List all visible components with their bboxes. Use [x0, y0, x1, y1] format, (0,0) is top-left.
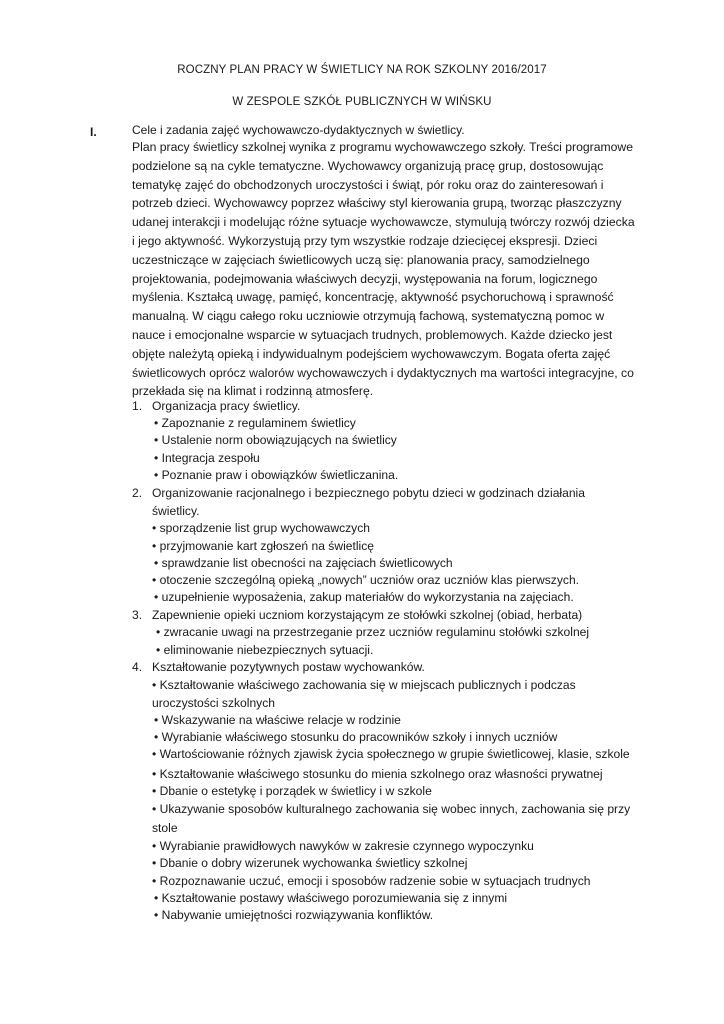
paragraph-line: udanej interakcji i modelując różne sytuacje wychowawcze, stymulują twórczy rozwój dziecka: [132, 215, 635, 230]
bullet-item: • przyjmowanie kart zgłoszeń na świetlicę: [152, 539, 375, 553]
paragraph-line: myślenia. Kształcą uwagę, pamięć, koncentrację, aktywność psychoruchową i sprawność: [132, 290, 614, 305]
bullet-item: • Poznanie praw i obowiązków świetliczanina.: [154, 468, 399, 482]
section-number: I.: [90, 125, 97, 139]
list-item-title-continued: świetlicy.: [152, 504, 200, 518]
list-item-number: 2.: [132, 486, 143, 500]
bullet-item: • Wartościowanie różnych zjawisk życia społecznego w grupie świetlicowej, klasie, szkole: [152, 747, 630, 761]
bullet-item-continued: stole: [152, 821, 178, 835]
bullet-item: • Wyrabianie właściwego stosunku do pracowników szkoły i innych uczniów: [154, 730, 558, 744]
list-item-number: 3.: [132, 608, 143, 622]
list-item-title: Zapewnienie opieki uczniom korzystającym ze stołówki szkolnej (obiad, herbata): [152, 608, 583, 622]
paragraph-line: objęte należytą opieką i indywidualnym podejściem wychowawczym. Bogata oferta zajęć: [132, 346, 611, 361]
paragraph-line: podzielone są na cykle tematyczne. Wychowawcy organizują pracę grup, dostosowując: [132, 158, 604, 173]
bullet-item: • Dbanie o dobry wizerunek wychowanka świetlicy szkolnej: [152, 856, 468, 870]
paragraph-line: przekłada się na klimat i rodzinną atmosferę.: [132, 384, 374, 399]
bullet-item: • Kształtowanie właściwego zachowania się w miejscach publicznych i podczas: [152, 678, 576, 692]
bullet-item: • Wskazywanie na właściwe relacje w rodzinie: [154, 713, 401, 727]
document-subtitle: W ZESPOLE SZKÓŁ PUBLICZNYCH W WIŃSKU: [232, 96, 492, 108]
paragraph-line: potrzeb dzieci. Wychowawcy poprzez właściwy styl kierowania grupą, tworząc płaszczyzny: [132, 196, 622, 211]
list-item-number: 4.: [132, 660, 143, 674]
bullet-item: • zwracanie uwagi na przestrzeganie przez uczniów regulaminu stołówki szkolnej: [156, 625, 590, 639]
list-item-title: Kształtowanie pozytywnych postaw wychowanków.: [152, 660, 425, 674]
paragraph-line: i jego aktywność. Wykorzystują przy tym wszystkie rodzaje dziecięcej ekspresji. Dzieci: [132, 233, 598, 248]
bullet-item: • Ustalenie norm obowiązujących na świetlicy: [154, 433, 397, 447]
list-item-title: Organizacja pracy świetlicy.: [152, 399, 301, 413]
bullet-item: • Ukazywanie sposobów kulturalnego zachowania się wobec innych, zachowania się przy: [152, 802, 631, 816]
bullet-item: • Nabywanie umiejętności rozwiązywania konfliktów.: [154, 908, 434, 922]
bullet-item: • Kształtowanie postawy właściwego porozumiewania się z innymi: [154, 891, 508, 905]
bullet-item: • otoczenie szczególną opieką „nowych” uczniów oraz uczniów klas pierwszych.: [152, 573, 580, 587]
section-heading: Cele i zadania zajęć wychowawczo-dydaktycznych w świetlicy.: [132, 123, 465, 137]
bullet-item: • sporządzenie list grup wychowawczych: [152, 521, 370, 535]
bullet-item: • Zapoznanie z regulaminem świetlicy: [154, 416, 356, 430]
bullet-item: • uzupełnienie wyposażenia, zakup materiałów do wykorzystania na zajęciach.: [154, 590, 574, 604]
bullet-item: • sprawdzanie list obecności na zajęciach świetlicowych: [154, 556, 453, 570]
bullet-item: • eliminowanie niebezpiecznych sytuacji.: [156, 643, 374, 657]
paragraph-line: nauce i emocjonalne wsparcie w sytuacjach trudnych, problemowych. Każde dziecko jest: [132, 327, 613, 342]
list-item-title: Organizowanie racjonalnego i bezpiecznego pobytu dzieci w godzinach działania: [152, 486, 585, 500]
bullet-item: • Dbanie o estetykę i porządek w świetlicy i w szkole: [152, 784, 432, 798]
paragraph-line: uczestniczące w zajęciach świetlicowych uczą się: planowania pracy, samodzielnego: [132, 252, 590, 267]
paragraph-line: projektowania, podejmowania właściwych decyzji, występowania na forum, logicznego: [132, 271, 598, 286]
paragraph-line: manualną. W ciągu całego roku uczniowie otrzymują fachową, systematyczną pomoc w: [132, 309, 605, 324]
list-item-number: 1.: [132, 399, 143, 413]
bullet-item-continued: uroczystości szkolnych: [152, 696, 275, 710]
paragraph-line: świetlicowych oprócz walorów wychowawczych i dydaktycznych ma wartości integracyjne, co: [132, 365, 634, 380]
bullet-item: • Integracja zespołu: [154, 451, 260, 465]
document-title: ROCZNY PLAN PRACY W ŚWIETLICY NA ROK SZKOLNY 2016/2017: [177, 64, 547, 76]
paragraph-line: tematykę zajęć do obchodzonych uroczystości i świąt, pór roku oraz do zainteresowań i: [132, 177, 604, 192]
bullet-item: • Kształtowanie właściwego stosunku do mienia szkolnego oraz własności prywatnej: [152, 767, 603, 781]
bullet-item: • Wyrabianie prawidłowych nawyków w zakresie czynnego wypoczynku: [152, 839, 534, 853]
paragraph-line: Plan pracy świetlicy szkolnej wynika z programu wychowawczego szkoły. Treści programowe: [132, 140, 633, 154]
intro-paragraph: [132, 138, 635, 401]
bullet-item: • Rozpoznawanie uczuć, emocji i sposobów radzenie sobie w sytuacjach trudnych: [152, 874, 591, 888]
